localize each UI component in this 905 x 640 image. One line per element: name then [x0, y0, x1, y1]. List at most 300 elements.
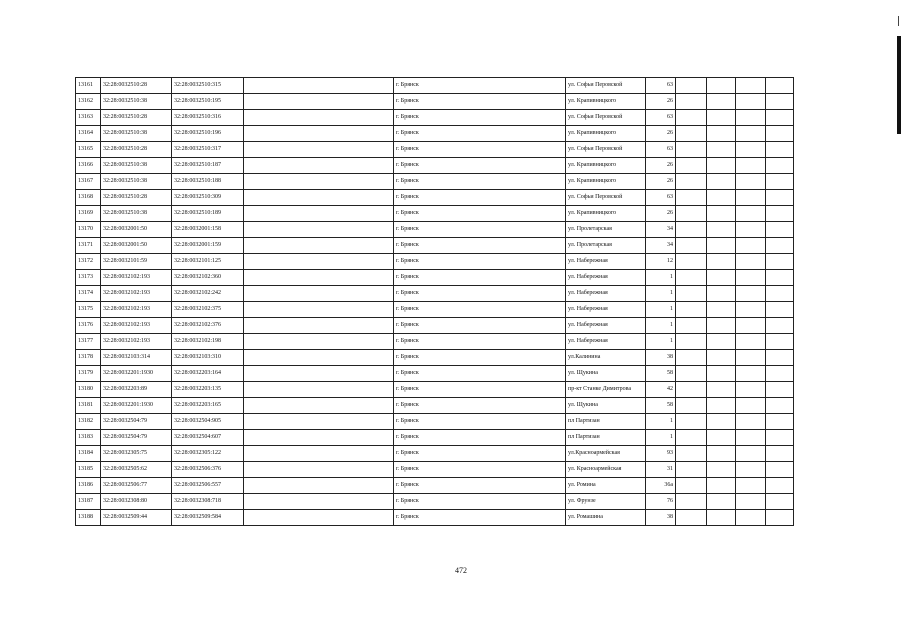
empty-cell [736, 286, 766, 302]
empty-cell [707, 446, 736, 462]
street: ул. Пролетарская [566, 238, 646, 254]
object-cadastral-number: 32:28:0032510:317 [172, 142, 244, 158]
parcel-cadastral-number: 32:28:0032506:77 [101, 478, 172, 494]
empty-cell [766, 494, 794, 510]
empty-cell [676, 94, 707, 110]
parcel-cadastral-number: 32:28:0032102:193 [101, 318, 172, 334]
city: г. Брянск [394, 190, 566, 206]
house-number: 34 [646, 238, 676, 254]
row-number: 13161 [76, 78, 101, 94]
parcel-cadastral-number: 32:28:0032102:193 [101, 270, 172, 286]
street: ул. Набережная [566, 334, 646, 350]
empty-cell [244, 206, 394, 222]
empty-cell [676, 398, 707, 414]
row-number: 13175 [76, 302, 101, 318]
empty-cell [736, 446, 766, 462]
house-number: 1 [646, 270, 676, 286]
empty-cell [736, 78, 766, 94]
row-number: 13172 [76, 254, 101, 270]
street: ул. Крапивницкого [566, 174, 646, 190]
house-number: 63 [646, 78, 676, 94]
table-row [76, 190, 794, 206]
table-row [76, 398, 794, 414]
empty-cell [736, 430, 766, 446]
empty-cell [707, 510, 736, 526]
empty-cell [736, 382, 766, 398]
object-cadastral-number: 32:28:0032308:718 [172, 494, 244, 510]
empty-cell [707, 462, 736, 478]
parcel-cadastral-number: 32:28:0032102:193 [101, 286, 172, 302]
object-cadastral-number: 32:28:0032510:196 [172, 126, 244, 142]
empty-cell [736, 334, 766, 350]
house-number: 63 [646, 142, 676, 158]
house-number: 1 [646, 318, 676, 334]
empty-cell [676, 350, 707, 366]
street: ул. Софьи Перовской [566, 78, 646, 94]
empty-cell [766, 462, 794, 478]
parcel-cadastral-number: 32:28:0032510:38 [101, 174, 172, 190]
table-row [76, 302, 794, 318]
empty-cell [676, 126, 707, 142]
row-number: 13186 [76, 478, 101, 494]
house-number: 63 [646, 110, 676, 126]
city: г. Брянск [394, 302, 566, 318]
row-number: 13174 [76, 286, 101, 302]
object-cadastral-number: 32:28:0032102:242 [172, 286, 244, 302]
empty-cell [676, 110, 707, 126]
table-row [76, 510, 794, 526]
empty-cell [766, 142, 794, 158]
empty-cell [736, 478, 766, 494]
row-number: 13184 [76, 446, 101, 462]
empty-cell [244, 510, 394, 526]
street: ул. Пролетарская [566, 222, 646, 238]
object-cadastral-number: 32:28:0032510:189 [172, 206, 244, 222]
table-row [76, 478, 794, 494]
row-number: 13182 [76, 414, 101, 430]
street: ул. Щукина [566, 398, 646, 414]
empty-cell [244, 462, 394, 478]
table-row [76, 382, 794, 398]
city: г. Брянск [394, 382, 566, 398]
empty-cell [676, 382, 707, 398]
city: г. Брянск [394, 494, 566, 510]
empty-cell [244, 398, 394, 414]
object-cadastral-number: 32:28:0032203:164 [172, 366, 244, 382]
city: г. Брянск [394, 222, 566, 238]
city: г. Брянск [394, 318, 566, 334]
street: ул. Щукина [566, 366, 646, 382]
object-cadastral-number: 32:28:0032102:375 [172, 302, 244, 318]
house-number: 76 [646, 494, 676, 510]
empty-cell [766, 366, 794, 382]
row-number: 13162 [76, 94, 101, 110]
empty-cell [707, 190, 736, 206]
empty-cell [244, 254, 394, 270]
parcel-cadastral-number: 32:28:0032510:38 [101, 206, 172, 222]
object-cadastral-number: 32:28:0032510:315 [172, 78, 244, 94]
empty-cell [707, 222, 736, 238]
city: г. Брянск [394, 142, 566, 158]
empty-cell [766, 94, 794, 110]
empty-cell [736, 206, 766, 222]
empty-cell [766, 254, 794, 270]
empty-cell [766, 286, 794, 302]
empty-cell [244, 414, 394, 430]
object-cadastral-number: 32:28:0032510:195 [172, 94, 244, 110]
house-number: 26 [646, 206, 676, 222]
empty-cell [766, 430, 794, 446]
empty-cell [736, 462, 766, 478]
object-cadastral-number: 32:28:0032001:159 [172, 238, 244, 254]
row-number: 13170 [76, 222, 101, 238]
table-row [76, 350, 794, 366]
empty-cell [676, 174, 707, 190]
empty-cell [676, 286, 707, 302]
city: г. Брянск [394, 334, 566, 350]
empty-cell [766, 318, 794, 334]
row-number: 13179 [76, 366, 101, 382]
empty-cell [676, 190, 707, 206]
city: г. Брянск [394, 478, 566, 494]
empty-cell [707, 366, 736, 382]
object-cadastral-number: 32:28:0032101:125 [172, 254, 244, 270]
empty-cell [766, 190, 794, 206]
empty-cell [244, 190, 394, 206]
parcel-cadastral-number: 32:28:0032102:193 [101, 334, 172, 350]
street: ул. Софьи Перовской [566, 190, 646, 206]
object-cadastral-number: 32:28:0032102:360 [172, 270, 244, 286]
table-row [76, 334, 794, 350]
empty-cell [766, 158, 794, 174]
empty-cell [766, 414, 794, 430]
empty-cell [766, 174, 794, 190]
empty-cell [244, 110, 394, 126]
empty-cell [736, 142, 766, 158]
street: ул. Софьи Перовской [566, 110, 646, 126]
empty-cell [736, 510, 766, 526]
street: ул. Ромашина [566, 510, 646, 526]
object-cadastral-number: 32:28:0032509:584 [172, 510, 244, 526]
empty-cell [707, 238, 736, 254]
street: пр-кт Станке Димитрова [566, 382, 646, 398]
row-number: 13166 [76, 158, 101, 174]
table-row [76, 126, 794, 142]
city: г. Брянск [394, 254, 566, 270]
street: пл Партизан [566, 414, 646, 430]
row-number: 13180 [76, 382, 101, 398]
object-cadastral-number: 32:28:0032103:310 [172, 350, 244, 366]
empty-cell [676, 302, 707, 318]
house-number: 36а [646, 478, 676, 494]
empty-cell [676, 270, 707, 286]
empty-cell [707, 206, 736, 222]
row-number: 13183 [76, 430, 101, 446]
empty-cell [244, 222, 394, 238]
street: ул. Набережная [566, 254, 646, 270]
parcel-cadastral-number: 32:28:0032509:44 [101, 510, 172, 526]
street: ул. Набережная [566, 318, 646, 334]
empty-cell [736, 158, 766, 174]
parcel-cadastral-number: 32:28:0032510:28 [101, 110, 172, 126]
empty-cell [736, 318, 766, 334]
table-row [76, 270, 794, 286]
empty-cell [736, 174, 766, 190]
city: г. Брянск [394, 270, 566, 286]
empty-cell [736, 190, 766, 206]
parcel-cadastral-number: 32:28:0032504:79 [101, 414, 172, 430]
object-cadastral-number: 32:28:0032510:309 [172, 190, 244, 206]
city: г. Брянск [394, 78, 566, 94]
empty-cell [707, 78, 736, 94]
table-row [76, 366, 794, 382]
city: г. Брянск [394, 366, 566, 382]
row-number: 13169 [76, 206, 101, 222]
table-row [76, 142, 794, 158]
empty-cell [766, 238, 794, 254]
house-number: 58 [646, 398, 676, 414]
object-cadastral-number: 32:28:0032102:198 [172, 334, 244, 350]
empty-cell [736, 398, 766, 414]
empty-cell [707, 302, 736, 318]
object-cadastral-number: 32:28:0032102:376 [172, 318, 244, 334]
empty-cell [707, 414, 736, 430]
parcel-cadastral-number: 32:28:0032510:38 [101, 158, 172, 174]
empty-cell [676, 366, 707, 382]
empty-cell [676, 206, 707, 222]
house-number: 12 [646, 254, 676, 270]
empty-cell [676, 158, 707, 174]
table-row [76, 238, 794, 254]
row-number: 13171 [76, 238, 101, 254]
object-cadastral-number: 32:28:0032510:316 [172, 110, 244, 126]
row-number: 13187 [76, 494, 101, 510]
empty-cell [244, 318, 394, 334]
empty-cell [244, 158, 394, 174]
city: г. Брянск [394, 430, 566, 446]
row-number: 13176 [76, 318, 101, 334]
table-row [76, 110, 794, 126]
empty-cell [766, 334, 794, 350]
empty-cell [707, 398, 736, 414]
city: г. Брянск [394, 510, 566, 526]
empty-cell [707, 270, 736, 286]
object-cadastral-number: 32:28:0032203:135 [172, 382, 244, 398]
street: ул.Красноармейская [566, 446, 646, 462]
street: ул. Набережная [566, 286, 646, 302]
empty-cell [766, 206, 794, 222]
empty-cell [707, 286, 736, 302]
object-cadastral-number: 32:28:0032504:607 [172, 430, 244, 446]
empty-cell [707, 430, 736, 446]
parcel-cadastral-number: 32:28:0032203:89 [101, 382, 172, 398]
city: г. Брянск [394, 414, 566, 430]
street: ул. Фрунзе [566, 494, 646, 510]
empty-cell [707, 110, 736, 126]
table-row [76, 430, 794, 446]
table-row [76, 462, 794, 478]
empty-cell [736, 350, 766, 366]
empty-cell [244, 78, 394, 94]
table-row [76, 414, 794, 430]
table-row [76, 318, 794, 334]
city: г. Брянск [394, 446, 566, 462]
empty-cell [676, 142, 707, 158]
object-cadastral-number: 32:28:0032001:158 [172, 222, 244, 238]
empty-cell [707, 158, 736, 174]
empty-cell [736, 126, 766, 142]
parcel-cadastral-number: 32:28:0032510:28 [101, 78, 172, 94]
object-cadastral-number: 32:28:0032203:165 [172, 398, 244, 414]
house-number: 1 [646, 286, 676, 302]
house-number: 1 [646, 414, 676, 430]
city: г. Брянск [394, 286, 566, 302]
street: ул. Крапивницкого [566, 94, 646, 110]
row-number: 13165 [76, 142, 101, 158]
city: г. Брянск [394, 126, 566, 142]
empty-cell [766, 446, 794, 462]
empty-cell [736, 238, 766, 254]
empty-cell [766, 478, 794, 494]
city: г. Брянск [394, 398, 566, 414]
house-number: 26 [646, 126, 676, 142]
house-number: 38 [646, 350, 676, 366]
street: ул. Софьи Перовской [566, 142, 646, 158]
empty-cell [766, 270, 794, 286]
parcel-cadastral-number: 32:28:0032510:38 [101, 94, 172, 110]
house-number: 31 [646, 462, 676, 478]
empty-cell [736, 110, 766, 126]
table-row [76, 174, 794, 190]
parcel-cadastral-number: 32:28:0032201:1930 [101, 398, 172, 414]
empty-cell [736, 254, 766, 270]
empty-cell [707, 126, 736, 142]
house-number: 38 [646, 510, 676, 526]
street: ул. Ромина [566, 478, 646, 494]
city: г. Брянск [394, 462, 566, 478]
empty-cell [676, 494, 707, 510]
registry-table [75, 77, 794, 526]
empty-cell [766, 302, 794, 318]
registry-table-body [76, 78, 794, 526]
empty-cell [244, 142, 394, 158]
empty-cell [676, 254, 707, 270]
parcel-cadastral-number: 32:28:0032510:28 [101, 190, 172, 206]
empty-cell [676, 446, 707, 462]
empty-cell [707, 334, 736, 350]
empty-cell [707, 494, 736, 510]
empty-cell [244, 286, 394, 302]
parcel-cadastral-number: 32:28:0032001:50 [101, 222, 172, 238]
empty-cell [736, 414, 766, 430]
empty-cell [766, 510, 794, 526]
street: ул.Калинина [566, 350, 646, 366]
empty-cell [244, 302, 394, 318]
empty-cell [244, 238, 394, 254]
empty-cell [766, 382, 794, 398]
empty-cell [244, 478, 394, 494]
street: ул. Крапивницкого [566, 206, 646, 222]
empty-cell [766, 126, 794, 142]
parcel-cadastral-number: 32:28:0032101:59 [101, 254, 172, 270]
empty-cell [244, 94, 394, 110]
row-number: 13188 [76, 510, 101, 526]
object-cadastral-number: 32:28:0032305:122 [172, 446, 244, 462]
empty-cell [676, 430, 707, 446]
empty-cell [766, 222, 794, 238]
table-row [76, 94, 794, 110]
object-cadastral-number: 32:28:0032506:376 [172, 462, 244, 478]
object-cadastral-number: 32:28:0032504:905 [172, 414, 244, 430]
parcel-cadastral-number: 32:28:0032102:193 [101, 302, 172, 318]
empty-cell [736, 302, 766, 318]
house-number: 26 [646, 94, 676, 110]
parcel-cadastral-number: 32:28:0032305:75 [101, 446, 172, 462]
table-row [76, 446, 794, 462]
table-row [76, 286, 794, 302]
empty-cell [707, 318, 736, 334]
house-number: 63 [646, 190, 676, 206]
table-row [76, 206, 794, 222]
row-number: 13178 [76, 350, 101, 366]
empty-cell [676, 510, 707, 526]
empty-cell [244, 270, 394, 286]
house-number: 1 [646, 302, 676, 318]
street: ул. Набережная [566, 302, 646, 318]
street: ул. Красноармейская [566, 462, 646, 478]
parcel-cadastral-number: 32:28:0032510:38 [101, 126, 172, 142]
empty-cell [676, 334, 707, 350]
empty-cell [244, 334, 394, 350]
empty-cell [736, 366, 766, 382]
parcel-cadastral-number: 32:28:0032308:80 [101, 494, 172, 510]
row-number: 13173 [76, 270, 101, 286]
table-row [76, 158, 794, 174]
street: ул. Набережная [566, 270, 646, 286]
parcel-cadastral-number: 32:28:0032505:62 [101, 462, 172, 478]
empty-cell [676, 414, 707, 430]
empty-cell [707, 350, 736, 366]
empty-cell [707, 478, 736, 494]
house-number: 1 [646, 334, 676, 350]
empty-cell [676, 462, 707, 478]
empty-cell [766, 110, 794, 126]
house-number: 34 [646, 222, 676, 238]
table-row [76, 494, 794, 510]
city: г. Брянск [394, 174, 566, 190]
empty-cell [736, 270, 766, 286]
empty-cell [707, 94, 736, 110]
empty-cell [244, 430, 394, 446]
object-cadastral-number: 32:28:0032510:187 [172, 158, 244, 174]
empty-cell [676, 238, 707, 254]
city: г. Брянск [394, 94, 566, 110]
parcel-cadastral-number: 32:28:0032510:28 [101, 142, 172, 158]
empty-cell [736, 494, 766, 510]
house-number: 26 [646, 158, 676, 174]
empty-cell [244, 366, 394, 382]
row-number: 13181 [76, 398, 101, 414]
scan-edge-bar [897, 36, 901, 134]
page-number: 472 [455, 566, 467, 575]
empty-cell [676, 222, 707, 238]
city: г. Брянск [394, 350, 566, 366]
street: ул. Крапивницкого [566, 126, 646, 142]
empty-cell [244, 174, 394, 190]
parcel-cadastral-number: 32:28:0032201:1930 [101, 366, 172, 382]
object-cadastral-number: 32:28:0032510:188 [172, 174, 244, 190]
street: ул. Крапивницкого [566, 158, 646, 174]
